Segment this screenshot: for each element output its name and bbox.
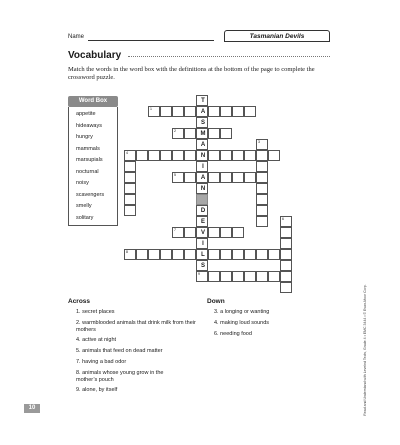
crossword-cell[interactable]	[256, 139, 268, 150]
crossword-cell[interactable]	[256, 161, 268, 172]
crossword-cell[interactable]	[208, 271, 220, 282]
crossword-cell[interactable]	[196, 150, 208, 161]
crossword-cell[interactable]	[232, 172, 244, 183]
crossword-cell[interactable]	[124, 150, 136, 161]
crossword-cell[interactable]	[136, 249, 148, 260]
crossword-cell[interactable]	[184, 150, 196, 161]
given-letter: M	[200, 131, 206, 137]
given-letter: D	[200, 208, 206, 214]
instructions: Match the words in the word box with the definitions at the bottom of the page to complete the crossword puzzle.	[68, 66, 315, 81]
crossword-cell[interactable]	[196, 227, 208, 238]
side-credit: Read and Understand with Leveled Texts, Grade 4 • EMC 3444 • © Evan-Moor Corp.	[363, 284, 367, 416]
crossword-cell[interactable]	[160, 249, 172, 260]
across-heading: Across	[68, 298, 91, 305]
crossword-cell[interactable]	[244, 150, 256, 161]
crossword-cell[interactable]	[220, 128, 232, 139]
word-box-item: solitary	[76, 214, 94, 221]
clue-number: 5	[174, 173, 176, 177]
crossword-cell[interactable]	[184, 106, 196, 117]
crossword-cell[interactable]	[208, 150, 220, 161]
given-letter: N	[200, 186, 206, 192]
crossword-cell[interactable]	[220, 227, 232, 238]
crossword-cell[interactable]	[196, 106, 208, 117]
crossword-cell[interactable]	[136, 150, 148, 161]
word-box-item: mammals	[76, 145, 100, 152]
word-box-item: marsupials	[76, 157, 103, 163]
crossword-cell[interactable]	[196, 249, 208, 260]
crossword-cell[interactable]	[232, 150, 244, 161]
crossword-cell[interactable]	[220, 150, 232, 161]
crossword-cell[interactable]	[196, 183, 208, 194]
crossword-cell[interactable]	[148, 106, 160, 117]
crossword-cell[interactable]	[160, 106, 172, 117]
crossword-cell[interactable]	[256, 216, 268, 227]
crossword-cell[interactable]	[256, 172, 268, 183]
crossword-cell[interactable]	[208, 172, 220, 183]
clue-number: 7	[174, 228, 176, 232]
given-letter: T	[201, 98, 205, 104]
crossword-cell[interactable]	[208, 227, 220, 238]
crossword-cell[interactable]	[208, 128, 220, 139]
crossword-cell[interactable]	[280, 227, 292, 238]
crossword-cell[interactable]	[208, 249, 220, 260]
given-letter: A	[200, 109, 206, 115]
clue-number: 1	[150, 107, 152, 111]
crossword-cell[interactable]	[244, 172, 256, 183]
crossword-cell[interactable]	[124, 183, 136, 194]
crossword-cell[interactable]	[268, 150, 280, 161]
crossword-cell[interactable]	[184, 172, 196, 183]
word-box-item: noisy	[76, 180, 89, 186]
crossword-cell[interactable]	[160, 150, 172, 161]
crossword-cell[interactable]	[244, 271, 256, 282]
crossword-cell[interactable]	[268, 271, 280, 282]
crossword-cell[interactable]	[196, 161, 208, 172]
clue-number: 2	[174, 129, 176, 133]
given-letter: N	[200, 153, 206, 159]
given-letter: A	[200, 175, 206, 181]
clue-number: 8	[126, 250, 128, 254]
crossword-cell[interactable]	[256, 150, 268, 161]
given-letter: A	[200, 142, 206, 148]
crossword-cell[interactable]	[280, 238, 292, 249]
word-box-item: hideaways	[76, 122, 102, 129]
crossword-cell[interactable]	[256, 194, 268, 205]
crossword-cell[interactable]	[256, 205, 268, 216]
clue-number: 6	[282, 217, 284, 221]
crossword-cell[interactable]	[148, 150, 160, 161]
crossword-cell[interactable]	[124, 172, 136, 183]
across-clue: 2. warmblooded animals that drink milk from their mothers	[76, 320, 196, 333]
crossword-cell[interactable]	[196, 172, 208, 183]
crossword-cell[interactable]	[220, 106, 232, 117]
crossword-cell[interactable]	[184, 249, 196, 260]
word-box-title: Word Box	[68, 96, 118, 107]
vocabulary-title: Vocabulary	[68, 50, 122, 61]
given-letter: E	[200, 219, 205, 225]
given-letter: I	[202, 164, 204, 170]
crossword-cell[interactable]	[172, 150, 184, 161]
crossword-cell[interactable]	[220, 271, 232, 282]
crossword-cell[interactable]	[196, 216, 208, 227]
word-box-item: hungry	[76, 134, 93, 140]
crossword-cell[interactable]	[280, 216, 292, 227]
crossword-cell[interactable]	[172, 172, 184, 183]
name-line[interactable]	[88, 40, 214, 41]
down-clue: 3. a longing or wanting	[214, 309, 270, 315]
word-box-list	[68, 107, 118, 226]
word-box-item: smelly	[76, 203, 92, 209]
crossword-cell[interactable]	[280, 271, 292, 282]
page-number: 10	[24, 404, 40, 413]
word-box-item: nocturnal	[76, 168, 99, 175]
crossword-cell[interactable]	[184, 128, 196, 139]
crossword-cell[interactable]	[196, 139, 208, 150]
crossword-cell[interactable]	[172, 227, 184, 238]
given-letter: S	[200, 263, 205, 269]
clue-number: 3	[258, 140, 260, 144]
crossword-cell[interactable]	[196, 95, 208, 106]
unit-title-tab: Tasmanian Devils	[224, 30, 330, 42]
crossword-cell[interactable]	[124, 205, 136, 216]
crossword-cell[interactable]	[220, 249, 232, 260]
crossword-cell[interactable]	[232, 249, 244, 260]
crossword-cell[interactable]	[280, 260, 292, 271]
given-letter: V	[200, 230, 205, 236]
crossword-block	[196, 194, 208, 205]
crossword-cell[interactable]	[196, 128, 208, 139]
across-clue: 7. having a bad odor	[76, 359, 127, 365]
crossword-cell[interactable]	[232, 106, 244, 117]
crossword-cell[interactable]	[256, 271, 268, 282]
crossword-cell[interactable]	[124, 161, 136, 172]
crossword-cell[interactable]	[208, 106, 220, 117]
crossword-cell[interactable]	[244, 249, 256, 260]
crossword-cell[interactable]	[184, 227, 196, 238]
crossword-cell[interactable]	[172, 128, 184, 139]
clue-number: 9	[198, 272, 200, 276]
crossword-cell[interactable]	[256, 249, 268, 260]
across-clue: 4. active at night	[76, 337, 117, 343]
name-label: Name	[68, 34, 85, 40]
word-box-item: appetite	[76, 111, 96, 117]
word-box	[68, 96, 118, 226]
crossword-cell[interactable]	[148, 249, 160, 260]
crossword-cell[interactable]	[124, 194, 136, 205]
crossword-cell[interactable]	[280, 282, 292, 293]
given-letter: I	[202, 241, 204, 247]
crossword-cell[interactable]	[196, 117, 208, 128]
crossword-cell[interactable]	[196, 271, 208, 282]
down-clue: 6. needing food	[214, 331, 252, 337]
crossword-cell[interactable]	[280, 249, 292, 260]
crossword-cell[interactable]	[196, 205, 208, 216]
crossword-cell[interactable]	[124, 249, 136, 260]
word-box-item: scavengers	[76, 191, 105, 198]
down-heading: Down	[207, 298, 225, 305]
crossword-cell[interactable]	[196, 238, 208, 249]
down-clue: 4. making loud sounds	[214, 320, 270, 326]
title-dotted-rule	[128, 56, 330, 57]
given-letter: S	[200, 120, 205, 126]
crossword-cell[interactable]	[268, 249, 280, 260]
crossword-cell[interactable]	[244, 106, 256, 117]
crossword-cell[interactable]	[220, 172, 232, 183]
across-clue: 9. alone, by itself	[76, 387, 118, 393]
crossword-cell[interactable]	[172, 249, 184, 260]
given-letter: L	[201, 252, 205, 258]
across-clue: 1. secret places	[76, 309, 115, 315]
crossword-cell[interactable]	[256, 183, 268, 194]
clue-number: 4	[126, 151, 128, 155]
crossword-cell[interactable]	[232, 271, 244, 282]
crossword-cell[interactable]	[196, 260, 208, 271]
crossword-cell[interactable]	[232, 227, 244, 238]
across-clue: 5. animals that feed on dead matter	[76, 348, 163, 354]
crossword-cell[interactable]	[172, 106, 184, 117]
across-clue: 8. animals whose young grow in the mother’s pouch	[76, 370, 164, 383]
